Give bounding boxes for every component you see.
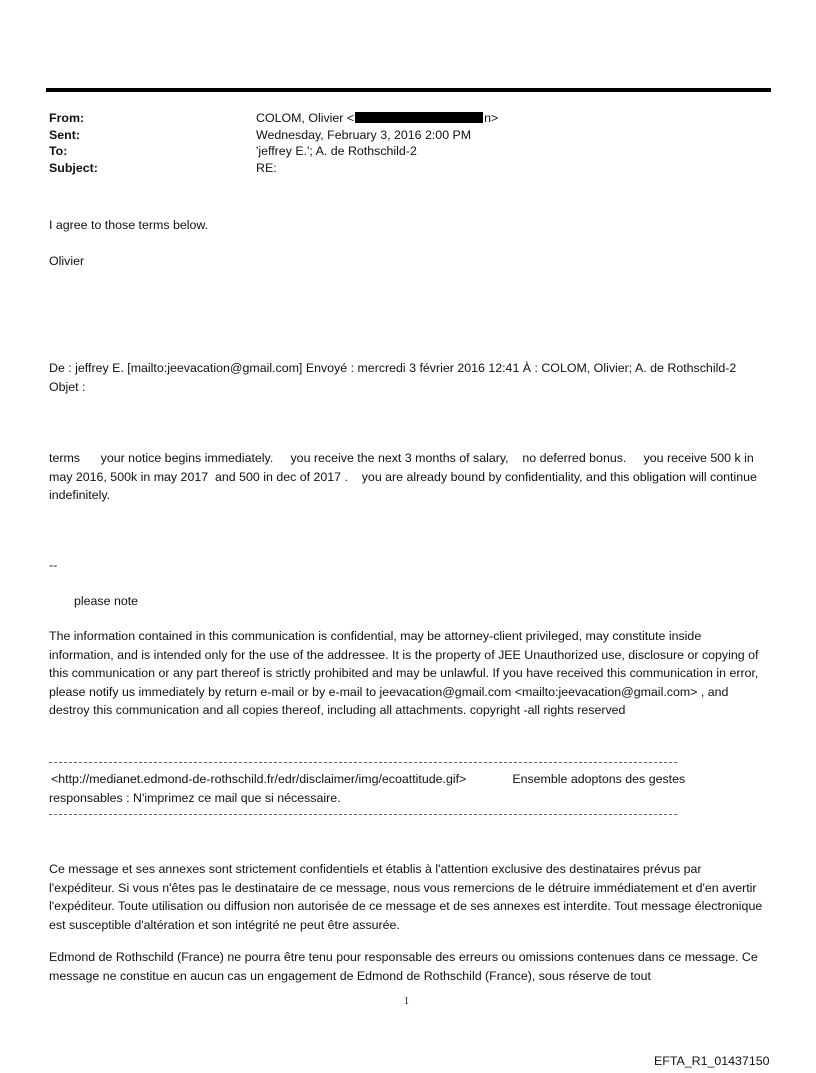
sent-row <box>49 127 498 144</box>
header-rule <box>46 88 771 92</box>
from-row <box>49 110 498 127</box>
document-id: EFTA_R1_01437150 <box>654 1054 770 1068</box>
email-header <box>49 110 498 176</box>
subject-value: RE: <box>256 160 277 175</box>
eco-text-1: Ensemble adoptons des gestes <box>512 772 686 786</box>
fr-disclaimer-2: Edmond de Rothschild (France) ne pourra être tenu pour responsable des erreurs ou omissions contenues dans ce message. Ce message ne constitue en aucun cas un engagement de Edmond de Rothschild (France), sous réserve de tout <box>49 950 758 983</box>
terms-text: terms your notice begins immediately. you receive the next 3 months of salary, no deferred bonus. you receive 500 k in may 2016, 500k in may 2017 and 500 in dec of 2017 . you are already bound by confidentiality, and this obligation will continue indefinitely. <box>49 451 761 502</box>
eco-block <box>49 770 769 807</box>
eco-text-2: responsables : N'imprimez ce mail que si nécessaire. <box>49 790 341 805</box>
sent-label: Sent: <box>49 127 80 142</box>
to-label: To: <box>49 144 68 158</box>
redaction-box <box>355 112 483 123</box>
please-note: please note <box>74 594 139 608</box>
page-number: 1 <box>404 996 409 1007</box>
dashed-divider-bottom <box>49 814 677 815</box>
fr-disclaimer-1: Ce message et ses annexes sont strictement confidentiels et établis à l'attention exclusive des destinataires prévus par l'expéditeur. Si vous n'êtes pas le destinataire de ce message, nous vous remercions de le détruire immédiatement et d'en avertir l'expéditeur. Toute utilisation ou diffusion non autorisée de ce message et de ses annexes est interdite. Tout message électronique est susceptible d'altération et son intégrité ne peut être assurée. <box>49 862 763 932</box>
signature-separator: -- <box>49 558 58 572</box>
to-row <box>49 143 498 160</box>
forward-header: De : jeffrey E. [mailto:jeevacation@gmail.com] Envoyé : mercredi 3 février 2016 12:41 À : COLOM, Olivier; A. de Rothschild-2 Objet : <box>49 361 737 394</box>
subject-row <box>49 160 498 177</box>
from-label: From: <box>49 111 85 125</box>
to-value: 'jeffrey E.'; A. de Rothschild-2 <box>256 144 417 158</box>
subject-label: Subject: <box>49 160 98 175</box>
dashed-divider-top <box>49 762 677 763</box>
disclaimer-text: The information contained in this communication is confidential, may be attorney-client privileged, may constitute inside information, and is intended only for the use of the addressee. It is the property of JEE Unauthorized use, disclosure or copying of this communication or any part thereof is strictly prohibited and may be unlawful. If you have received this communication in error, please notify us immediately by return e-mail or by e-mail to jeevacation@gmail.com <mailto:jeevacation@gmail.com> , and destroy this communication and all copies thereof, including all attachments. copyright -all rights reserved <box>49 629 759 717</box>
signature: Olivier <box>49 254 85 268</box>
sent-value: Wednesday, February 3, 2016 2:00 PM <box>256 127 472 142</box>
reply-text: I agree to those terms below. <box>49 218 209 232</box>
from-value: COLOM, Olivier < n> <box>256 111 499 125</box>
eco-url: <http://medianet.edmond-de-rothschild.fr/edr/disclaimer/img/ecoattitude.gif> <box>51 772 467 786</box>
